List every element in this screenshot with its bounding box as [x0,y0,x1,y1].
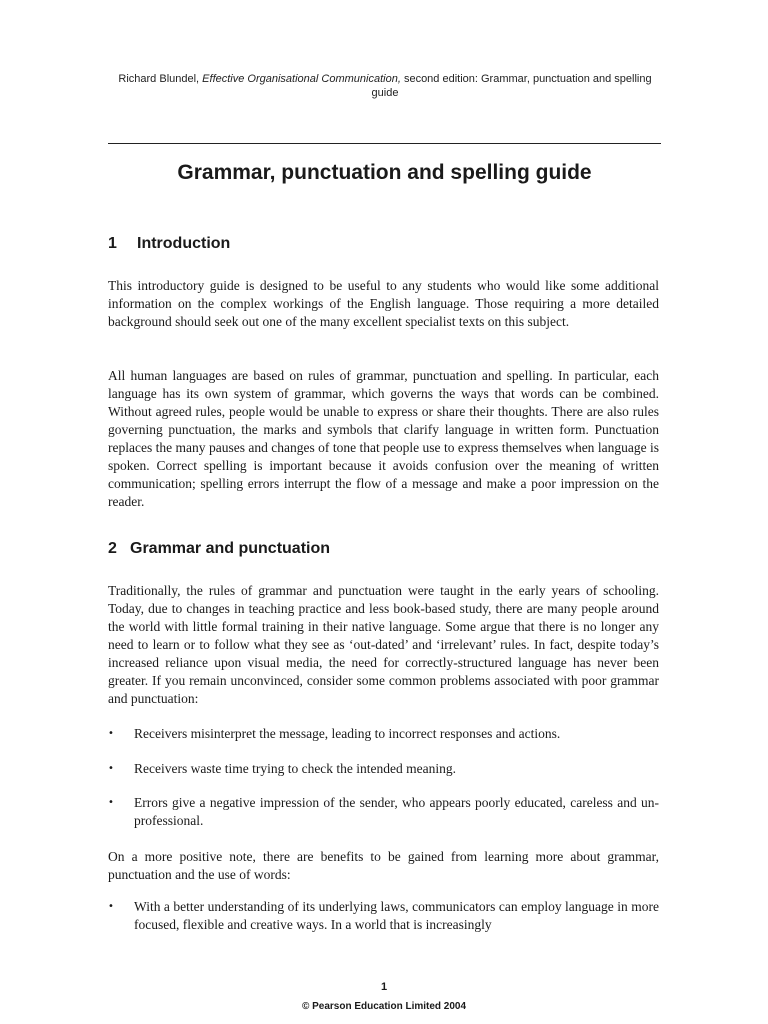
problems-list [108,725,659,830]
running-header-author: Richard Blundel, [118,73,203,85]
running-header-book-title: Effective Organisational Communication, [202,73,401,85]
section-1-title: Introduction [137,235,231,252]
bullet-icon: • [108,763,114,774]
bullet-icon: • [108,728,114,739]
list-item-text: Receivers misinterpret the message, leading to incorrect responses and actions. [134,726,561,741]
intro-paragraph-1: This introductory guide is designed to be useful to any students who would like some additional information on the complex workings of the English language. Those requiring a more detailed background should seek out one of the many excellent specialist texts on this subject. [108,278,659,329]
list-item-text: Receivers waste time trying to check the intended meaning. [134,761,457,776]
copyright-footer: © Pearson Education Limited 2004 [301,1001,467,1012]
running-header [110,73,660,100]
grammar-intro-paragraph: Traditionally, the rules of grammar and punctuation were taught in the early years of schooling. Today, due to changes in teaching practice and less book-based study, there are many people around the world with little formal training in their native language. Some argue that there is no longer any need to learn or to follow what they see as ‘out-dated’ and ‘irrelevant’ rules. In fact, despite today’s increased reliance upon visual media, the need for correctly-structured language has never been greater. If you remain unconvinced, consider some common problems associated with poor grammar and punctuation: [108,583,659,706]
intro-paragraph-2: All human languages are based on rules of grammar, punctuation and spelling. In particular, each language has its own system of grammar, which governs the ways that words can be combined. Without agreed rules, people would be unable to express or share their thoughts. There are also rules governing punctuation, the marks and symbols that clarify language in written form. Punctuation replaces the many pauses and changes of tone that people use to express themselves when language is spoken. Correct spelling is important because it avoids confusion over the meaning of written communication; spelling errors interrupt the flow of a message and make a poor impression on the reader. [108,368,659,509]
benefits-list [108,898,659,934]
benefits-intro-paragraph: On a more positive note, there are benefits to be gained from learning more about grammar, punctuation and the use of words: [108,849,659,882]
running-header-subtitle: second edition: Grammar, punctuation and spelling guide [371,73,652,99]
list-item [108,898,659,934]
page-number: 1 [380,981,388,993]
header-rule [108,143,661,144]
section-2-number: 2 [108,540,117,557]
list-item [108,725,659,743]
bullet-icon: • [108,901,114,912]
list-item [108,760,659,778]
section-2-heading [108,539,330,559]
section-2-title: Grammar and punctuation [130,540,331,557]
list-item-text: Errors give a negative impression of the sender, who appears poorly educated, careless and un-professional. [134,795,659,828]
section-1-heading [108,234,230,254]
bullet-icon: • [108,797,114,808]
page-title: Grammar, punctuation and spelling guide [177,161,592,184]
list-item [108,794,659,830]
section-1-number: 1 [108,235,117,252]
list-item-text: With a better understanding of its underlying laws, communicators can employ language in more focused, flexible and creative ways. In a world that is increasingly [134,899,659,932]
